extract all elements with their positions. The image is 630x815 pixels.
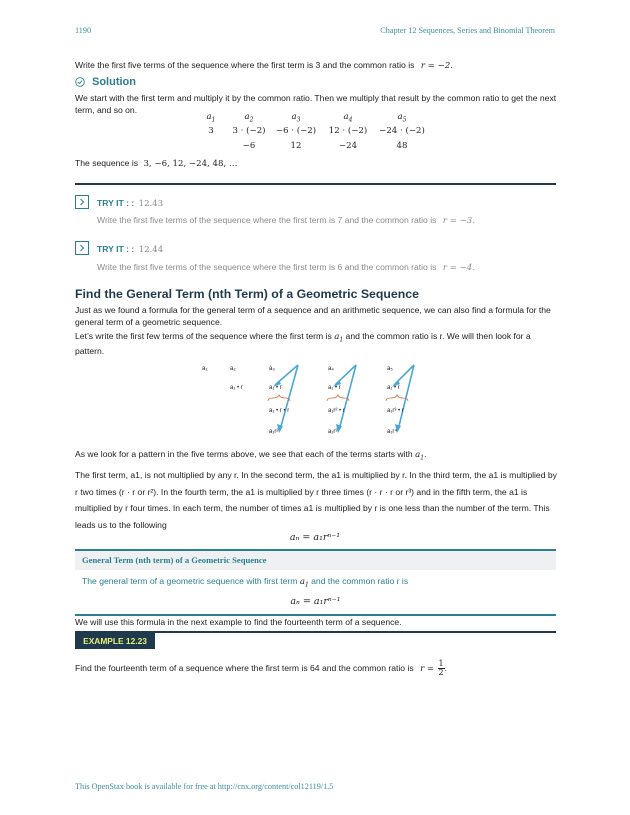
figure-label: a₄: [328, 366, 334, 372]
table-cell: −6 · (−2): [275, 126, 317, 136]
definition-formula: aₙ = a₁rⁿ⁻¹: [290, 595, 341, 607]
header-a3: $a_3$: [291, 112, 301, 124]
figure-label: a₁ • r: [328, 385, 341, 391]
header-a2: $a_2$: [244, 112, 254, 124]
divider: [75, 183, 556, 185]
figure-label: a₁: [202, 366, 208, 372]
closing-paragraph: We will use this formula in the next example to find the fourteenth term of a sequence.: [75, 617, 402, 627]
chevron-right-icon[interactable]: [75, 195, 89, 209]
figure-label: a₁ • r: [387, 385, 400, 391]
figure-label: a₂: [230, 366, 236, 372]
header-a5: $a_5$: [397, 112, 407, 124]
footer-text: This OpenStax book is available for free at http://cnx.org/content/col12119/1.5: [75, 782, 334, 791]
table-cell: 48: [396, 141, 408, 151]
table-cell: 12: [290, 141, 302, 151]
section-paragraph: As we look for a pattern in the five terms above, we see that each of the terms starts with $a_1$.: [75, 449, 427, 462]
solution-intro: We start with the first term and multiply it by the common ratio. Then we multiply that result by the common ratio to get the next term, and so on.: [75, 93, 557, 115]
figure-label: a₃: [269, 366, 275, 372]
sequence-conclusion: The sequence is 3, −6, 12, −24, 48, …: [75, 158, 238, 169]
figure-label: a₅: [387, 366, 393, 372]
chapter-title: Chapter 12 Sequences, Series and Binomial Theorem: [380, 26, 555, 35]
figure-label: a₁r³: [328, 429, 338, 435]
section-heading: Find the General Term (nth Term) of a Geometric Sequence: [75, 287, 419, 301]
figure-label: a₁ • r • r: [269, 408, 290, 414]
figure-label: a₁r²: [269, 429, 279, 435]
header-a1: $a_1$: [206, 112, 216, 124]
section-paragraph: Just as we found a formula for the general term of a sequence and an arithmetic sequence, we can also find a formula for the general term of a geometric sequence.: [75, 305, 551, 327]
table-cell: −24: [338, 141, 358, 151]
check-circle-icon: [75, 77, 85, 89]
table-cell: 12 · (−2): [328, 126, 368, 136]
chevron-right-icon[interactable]: [75, 241, 89, 255]
problem-statement: Write the first five terms of the sequence where the first term is 3 and the common ratio is r = −2.: [75, 60, 454, 71]
figure-label: a₁ • r: [269, 385, 282, 391]
pattern-figure: [195, 360, 435, 442]
table-cell: 3 · (−2): [232, 126, 266, 136]
figure-label: a₁r³ • r: [387, 408, 404, 414]
definition-text: The general term of a geometric sequence with first term $a_1$ and the common ratio r is: [82, 576, 409, 589]
figure-label: a₁ • r: [230, 385, 243, 391]
figure-label: a₁r⁴: [387, 429, 397, 435]
section-paragraph: The first term, a1, is not multiplied by any r. In the second term, the a1 is multiplied by r. In the third term, the a1 is multiplied by r two times (r · r or r²). In the fourth term, the a1 is multiplied by r three times (r · r · r or r³) and in the fifth term, the a1 is multiplied by r four times. In each term, the number of times a1 is multiplied by r is one less than the number of the term. This leads us to the following: [75, 470, 557, 530]
example-label: EXAMPLE 12.23: [75, 633, 155, 649]
example-text: Find the fourteenth term of a sequence where the first term is 64 and the common ratio is r = $\frac{1}{2}$ .: [75, 659, 447, 677]
page-number: 1190: [75, 26, 92, 35]
solution-heading: Solution: [92, 76, 136, 88]
table-cell: −24 · (−2): [379, 126, 425, 136]
try-it-text: Write the first five terms of the sequence where the first term is 7 and the common ratio is r = −3.: [97, 215, 476, 226]
fraction: $\frac{1}{2}$: [438, 659, 444, 677]
try-it-header: TRY IT : : 12.44: [97, 244, 164, 255]
general-term-formula: aₙ = a₁rⁿ⁻¹: [289, 532, 341, 543]
try-it-text: Write the first five terms of the sequence where the first term is 6 and the common ratio is r = −4.: [97, 262, 476, 273]
figure-label: a₁r² • r: [328, 408, 345, 414]
header-a4: $a_4$: [343, 112, 353, 124]
table-cell: −6: [242, 141, 256, 151]
section-paragraph: Let’s write the first few terms of the sequence where the first term is $a_1$ and the common ratio is r. We will then look for a pattern.: [75, 331, 531, 357]
try-it-header: TRY IT : : 12.43: [97, 198, 164, 209]
definition-box: [75, 549, 556, 616]
table-cell: 3: [208, 126, 214, 136]
definition-title: General Term (nth term) of a Geometric Sequence: [75, 551, 556, 570]
